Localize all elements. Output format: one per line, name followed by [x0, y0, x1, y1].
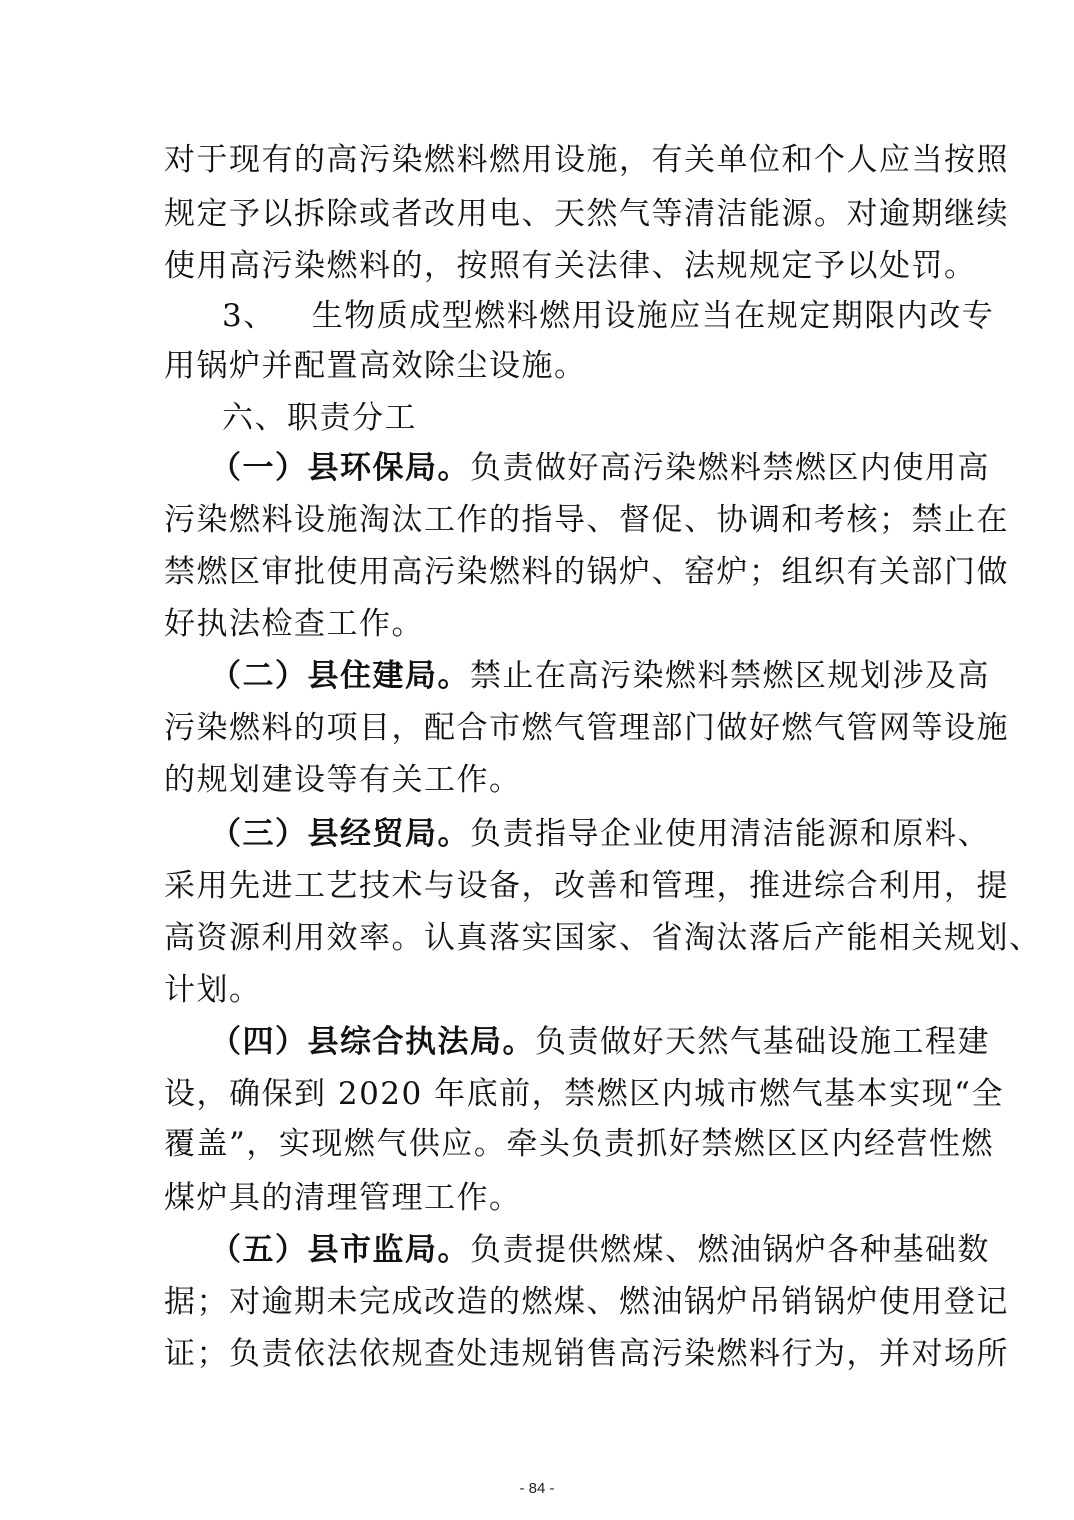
paragraph-line: 禁燃区审批使用高污染燃料的锅炉、窑炉；组织有关部门做	[164, 554, 1009, 590]
paragraph-line: 据；对逾期未完成改造的燃煤、燃油锅炉吊销锅炉使用登记	[164, 1284, 1009, 1320]
subsection-heading: （二）县住建局。	[210, 658, 470, 694]
paragraph-text: 禁止在高污染燃料禁燃区规划涉及高	[470, 658, 990, 694]
paragraph-line: 的规划建设等有关工作。	[164, 762, 522, 798]
paragraph-line: 对于现有的高污染燃料燃用设施，有关单位和个人应当按照	[164, 142, 1009, 178]
subsection-heading: （一）县环保局。	[210, 450, 470, 486]
subsection-heading: （三）县经贸局。	[210, 816, 470, 852]
paragraph-line: 规定予以拆除或者改用电、天然气等清洁能源。对逾期继续	[164, 196, 1009, 232]
list-number: 3、	[222, 298, 276, 334]
paragraph-line: 覆盖”，实现燃气供应。牵头负责抓好禁燃区区内经营性燃	[164, 1126, 994, 1162]
paragraph-line	[210, 1230, 990, 1270]
paragraph-line	[210, 814, 990, 854]
paragraph-text: 负责提供燃煤、燃油锅炉各种基础数	[470, 1232, 990, 1268]
paragraph-text: 负责指导企业使用清洁能源和原料、	[470, 816, 990, 852]
paragraph-line: 污染燃料设施淘汰工作的指导、督促、协调和考核；禁止在	[164, 502, 1009, 538]
paragraph-line: 设，确保到 2020 年底前，禁燃区内城市燃气基本实现“全	[164, 1076, 1004, 1112]
paragraph-line	[210, 1022, 990, 1062]
paragraph-line: 证；负责依法依规查处违规销售高污染燃料行为，并对场所	[164, 1336, 1009, 1372]
paragraph-line: 用锅炉并配置高效除尘设施。	[164, 348, 587, 384]
section-heading: 六、职责分工	[222, 400, 417, 436]
paragraph-line: 好执法检查工作。	[164, 606, 424, 642]
page-number: - 84 -	[519, 1480, 555, 1497]
paragraph-line: 煤炉具的清理管理工作。	[164, 1180, 522, 1216]
paragraph-line: 使用高污染燃料的，按照有关法律、法规规定予以处罚。	[164, 248, 977, 284]
paragraph-line: 高资源利用效率。认真落实国家、省淘汰落后产能相关规划、	[164, 920, 1042, 956]
paragraph-line	[210, 656, 990, 696]
subsection-heading: （四）县综合执法局。	[210, 1024, 535, 1060]
subsection-heading: （五）县市监局。	[210, 1232, 470, 1268]
paragraph-line: 污染燃料的项目，配合市燃气管理部门做好燃气管网等设施	[164, 710, 1009, 746]
paragraph-text: 负责做好高污染燃料禁燃区内使用高	[470, 450, 990, 486]
paragraph-line	[210, 448, 990, 488]
paragraph-line: 计划。	[164, 972, 262, 1008]
paragraph-line: 采用先进工艺技术与设备，改善和管理，推进综合利用，提	[164, 868, 1009, 904]
paragraph-line	[222, 296, 995, 336]
paragraph-text: 负责做好天然气基础设施工程建	[535, 1024, 990, 1060]
list-item-text: 生物质成型燃料燃用设施应当在规定期限内改专	[311, 298, 995, 334]
